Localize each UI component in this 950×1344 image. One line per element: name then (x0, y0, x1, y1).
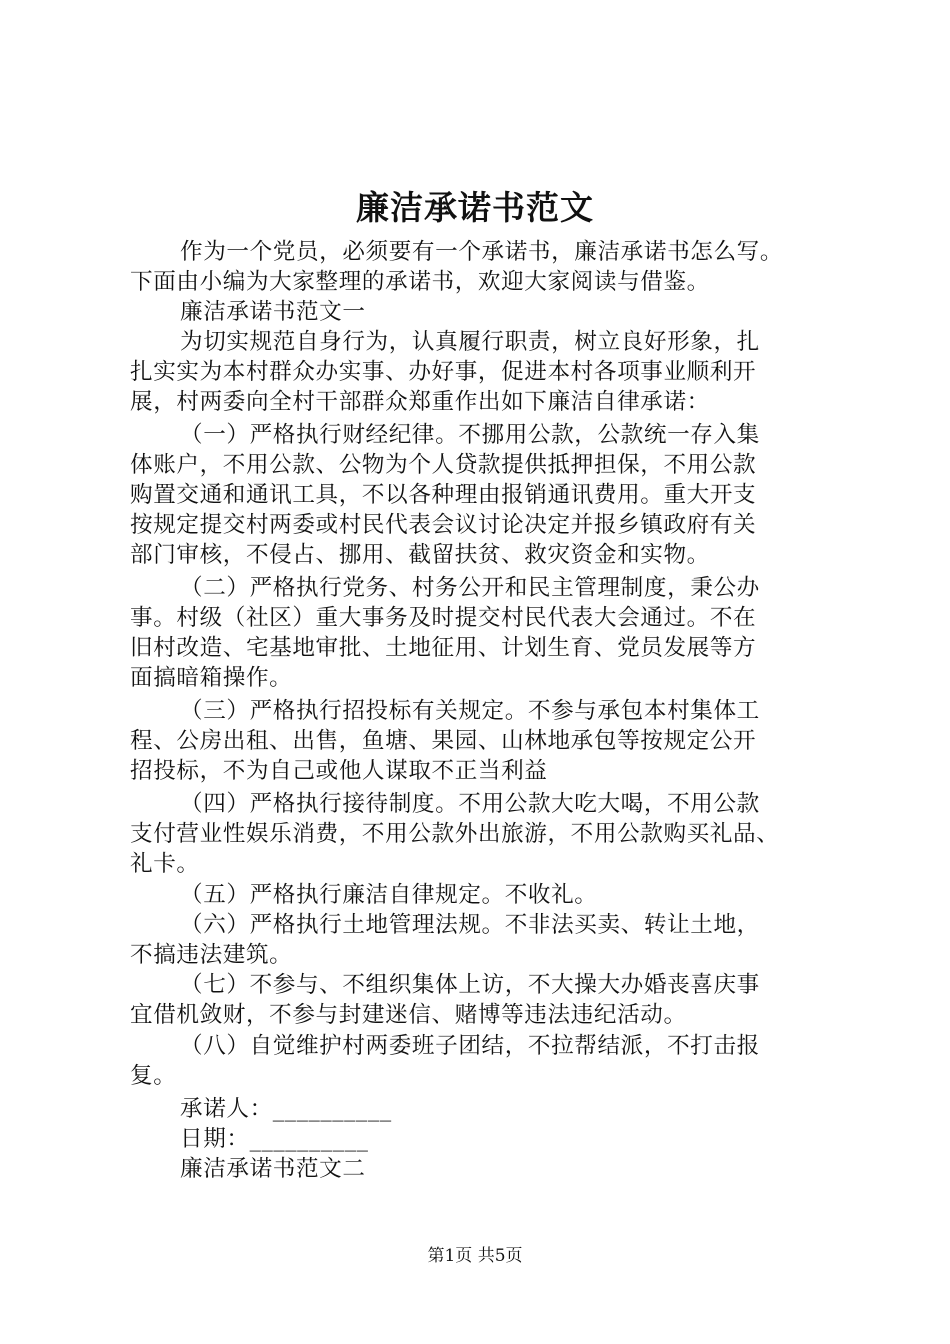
text-line: （一）严格执行财经纪律。不挪用公款，公款统一存入集 (180, 422, 760, 448)
text-line: （五）严格执行廉洁自律规定。不收礼。 (180, 882, 598, 908)
text-line: （七）不参与、不组织集体上访，不大操大办婚丧喜庆事 (180, 972, 760, 998)
text-line: 宜借机敛财，不参与封建迷信、赌博等违法违纪活动。 (130, 1002, 687, 1028)
text-line: 体账户，不用公款、公物为个人贷款提供抵押担保，不用公款 (130, 452, 757, 478)
text-line: 复。 (130, 1063, 177, 1089)
text-line: 部门审核，不侵占、挪用、截留扶贫、救灾资金和实物。 (130, 542, 710, 568)
text-line: 作为一个党员，必须要有一个承诺书，廉洁承诺书怎么写。 (180, 239, 784, 265)
document-title: 廉洁承诺书范文 (356, 188, 594, 227)
text-line: 按规定提交村两委或村民代表会议讨论决定并报乡镇政府有关 (130, 512, 757, 538)
section-heading: 廉洁承诺书范文一 (180, 299, 366, 325)
text-line: 旧村改造、宅基地审批、土地征用、计划生育、党员发展等方 (130, 635, 757, 661)
text-line: 下面由小编为大家整理的承诺书，欢迎大家阅读与借鉴。 (130, 269, 710, 295)
page-footer: 第1页 共5页 (427, 1246, 523, 1266)
date-line: 日期：__________ (180, 1126, 369, 1152)
text-line: 事。村级（社区）重大事务及时提交村民代表大会通过。不在 (130, 605, 757, 631)
text-line: 展，村两委向全村干部群众郑重作出如下廉洁自律承诺： (130, 389, 710, 415)
text-line: 为切实规范自身行为，认真履行职责，树立良好形象，扎 (180, 329, 760, 355)
text-line: 不搞违法建筑。 (130, 942, 293, 968)
text-line: （三）严格执行招投标有关规定。不参与承包本村集体工 (180, 698, 760, 724)
section-heading: 廉洁承诺书范文二 (180, 1156, 366, 1182)
text-line: （二）严格执行党务、村务公开和民主管理制度，秉公办 (180, 575, 760, 601)
text-line: 扎实实为本村群众办实事、办好事，促进本村各项事业顺利开 (130, 359, 757, 385)
text-line: 招投标，不为自己或他人谋取不正当利益 (130, 758, 548, 784)
text-line: 购置交通和通讯工具，不以各种理由报销通讯费用。重大开支 (130, 482, 757, 508)
text-line: 礼卡。 (130, 851, 200, 877)
text-line: （八）自觉维护村两委班子团结，不拉帮结派，不打击报 (180, 1033, 760, 1059)
text-line: （六）严格执行土地管理法规。不非法买卖、转让土地， (180, 912, 760, 938)
text-line: 程、公房出租、出售，鱼塘、果园、山林地承包等按规定公开 (130, 728, 757, 754)
text-line: （四）严格执行接待制度。不用公款大吃大喝，不用公款 (180, 791, 760, 817)
text-line: 面搞暗箱操作。 (130, 665, 293, 691)
text-line: 支付营业性娱乐消费，不用公款外出旅游，不用公款购买礼品、 (130, 821, 780, 847)
signatory-line: 承诺人：__________ (180, 1096, 392, 1122)
